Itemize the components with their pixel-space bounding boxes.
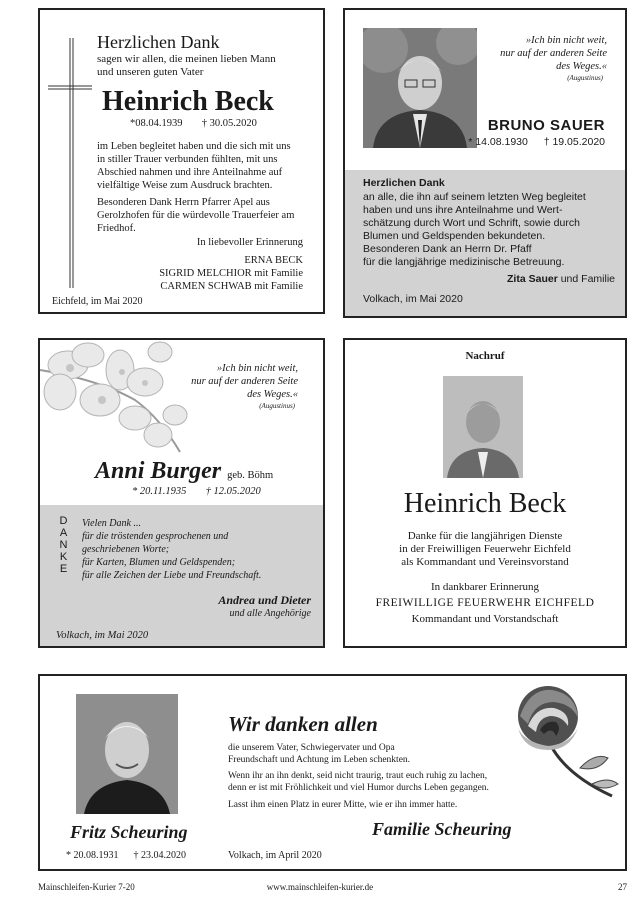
place-date: Volkach, im Mai 2020 (363, 293, 463, 305)
body-text (97, 140, 291, 192)
footer-left: Mainschleifen-Kurier 7-20 (38, 882, 135, 892)
thanks-line: für die tröstenden gesprochenen und (82, 531, 229, 542)
closing: In dankbarer Erinnerung (430, 581, 540, 593)
death-date: † 30.05.2020 (201, 118, 257, 129)
danke-letter: K (59, 551, 69, 563)
page-number: 27 (618, 882, 627, 892)
header: Nachruf (465, 350, 505, 362)
thanks-panel (345, 170, 625, 316)
greeting: Herzlichen Dank (97, 32, 220, 52)
quote (191, 362, 298, 401)
quote (500, 34, 607, 73)
paragraph-1 (228, 742, 410, 766)
rose-icon (500, 680, 624, 800)
notice-heinrich-beck-family (38, 8, 325, 314)
birth-date: * 20.08.1931 (66, 850, 119, 861)
notice-fritz-scheuring (38, 674, 627, 871)
body-line: Gerolzhofen für die würdevolle Trauerfeier am (97, 210, 295, 221)
quote-line: nur auf der anderen Seite (191, 376, 298, 387)
death-date: † 12.05.2020 (205, 486, 261, 497)
thanks-line: Blumen und Geldspenden bekundeten. (363, 230, 546, 242)
thanks-line: für die langjährige medizinische Betreuung. (363, 256, 565, 268)
thanks-line: in der Freiwilligen Feuerwehr Eichfeld (399, 543, 571, 555)
body-line: in stiller Trauer verbunden fühlten, mit uns (97, 154, 278, 165)
place-date: Volkach, im April 2020 (228, 850, 322, 861)
quote-line: des Weges.« (247, 389, 298, 400)
portrait-photo (76, 694, 178, 814)
intro-text (97, 53, 276, 78)
family-signature: Familie Scheuring (372, 819, 512, 839)
danke-letter: D (59, 515, 69, 527)
body-line: Friedhof. (97, 223, 136, 234)
birth-date: * 20.11.1935 (132, 486, 187, 497)
signer: CARMEN SCHWAB mit Familie (160, 281, 303, 292)
deceased-name: Heinrich Beck (102, 86, 274, 117)
footer-url[interactable]: www.mainschleifen-kurier.de (266, 882, 374, 892)
thanks-line: für alle Zeichen der Liebe und Freundschaft. (82, 570, 262, 581)
thanks-line: Danke für die langjährigen Dienste (407, 530, 563, 542)
thanks-line: Besonderen Dank an Herrn Dr. Pfaff (363, 243, 532, 255)
cross-icon (48, 38, 92, 288)
quote-author: (Augustinus) (567, 74, 603, 82)
place-date: Eichfeld, im Mai 2020 (52, 296, 143, 307)
thanks-title: Herzlichen Dank (363, 177, 445, 189)
thanks-line: für Karten, Blumen und Geldspenden; (82, 557, 236, 568)
deceased-name: Fritz Scheuring (70, 822, 188, 842)
signer-sub: und alle Angehörige (229, 608, 311, 619)
signers (159, 254, 303, 293)
body-line: im Leben begleitet haben und die sich mit uns (97, 141, 291, 152)
life-dates (132, 486, 261, 497)
notice-heinrich-beck-fire-dept (343, 338, 627, 648)
life-dates (130, 118, 257, 129)
deceased-name-text: Anni Burger (95, 458, 222, 484)
body-text-2 (97, 196, 294, 235)
paragraph-line: denn er ist mit Fröhlichkeit und viel Humor durchs Leben gegangen. (228, 783, 489, 793)
notice-bruno-sauer (343, 8, 627, 318)
birth-date: *08.04.1939 (130, 118, 183, 129)
body-line: vielfältige Weise zum Ausdruck brachten. (97, 180, 273, 191)
thanks-body (82, 517, 261, 582)
thanks-line: als Kommandant und Vereinsvorstand (401, 556, 569, 568)
place-date: Volkach, im Mai 2020 (56, 630, 149, 641)
life-dates (468, 136, 605, 148)
notice-anni-burger (38, 338, 325, 648)
portrait-icon (443, 376, 523, 478)
orchid-icon (40, 340, 190, 455)
signer (507, 273, 615, 285)
signer: SIGRID MELCHIOR mit Familie (159, 268, 303, 279)
signer: ERNA BECK (244, 255, 303, 266)
body-line: Abschied nahmen und ihre Anteilnahme auf (97, 167, 283, 178)
portrait-photo (363, 28, 477, 148)
closing: In liebevoller Erinnerung (196, 237, 303, 248)
portrait-icon (76, 694, 178, 814)
paragraph-line: die unserem Vater, Schwiegervater und Opa (228, 743, 395, 753)
birth-date: * 14.08.1930 (468, 136, 528, 148)
thanks-body (345, 530, 625, 569)
thanks-panel (40, 505, 323, 646)
title: Wir danken allen (228, 712, 378, 736)
quote-line: »Ich bin nicht weit, (216, 363, 298, 374)
danke-letter: N (59, 539, 69, 551)
life-dates (66, 850, 186, 861)
danke-letter: E (59, 563, 69, 575)
organization-sub: Kommandant und Vorstandschaft (411, 613, 559, 625)
deceased-name: BRUNO SAUER (487, 117, 605, 134)
thanks-line: Vielen Dank ... (82, 518, 141, 529)
danke-vertical (57, 515, 71, 575)
maiden-name: geb. Böhm (227, 470, 274, 481)
deceased-name: Heinrich Beck (403, 488, 567, 519)
thanks-line: haben und uns ihre Anteilnahme und Wert- (363, 204, 563, 216)
body-line: Besonderen Dank Herrn Pfarrer Apel aus (97, 197, 270, 208)
intro-line: sagen wir allen, die meinen lieben Mann (97, 53, 276, 65)
quote-author: (Augustinus) (259, 402, 295, 410)
paragraph-line: Freundschaft und Achtung im Leben schenkten. (228, 755, 411, 765)
thanks-line: geschriebenen Worte; (82, 544, 170, 555)
paragraph-3: Lasst ihm einen Platz in eurer Mitte, wie er ihn immer hatte. (228, 800, 458, 810)
signer-suffix: und Familie (557, 273, 615, 285)
signer: Andrea und Dieter (218, 593, 311, 607)
portrait-icon (363, 28, 477, 148)
paragraph-2 (228, 770, 489, 794)
quote-line: nur auf der anderen Seite (500, 48, 607, 59)
deceased-name (95, 458, 273, 485)
death-date: † 23.04.2020 (133, 850, 186, 861)
danke-letter: A (59, 527, 69, 539)
thanks-line: schätzung durch Wort und Schrift, sowie durch (363, 217, 580, 229)
portrait-photo (443, 376, 523, 478)
organization: FREIWILLIGE FEUERWEHR EICHFELD (375, 597, 595, 609)
death-date: † 19.05.2020 (543, 136, 605, 148)
thanks-body (363, 191, 586, 269)
signer-name: Zita Sauer (507, 273, 558, 285)
quote-line: »Ich bin nicht weit, (525, 35, 607, 46)
paragraph-line: Wenn ihr an ihn denkt, seid nicht traurig, traut euch ruhig zu lachen, (228, 771, 488, 781)
intro-line: und unseren guten Vater (97, 65, 204, 78)
thanks-line: an alle, die ihn auf seinem letzten Weg begleitet (363, 191, 586, 203)
quote-line: des Weges.« (556, 61, 607, 72)
